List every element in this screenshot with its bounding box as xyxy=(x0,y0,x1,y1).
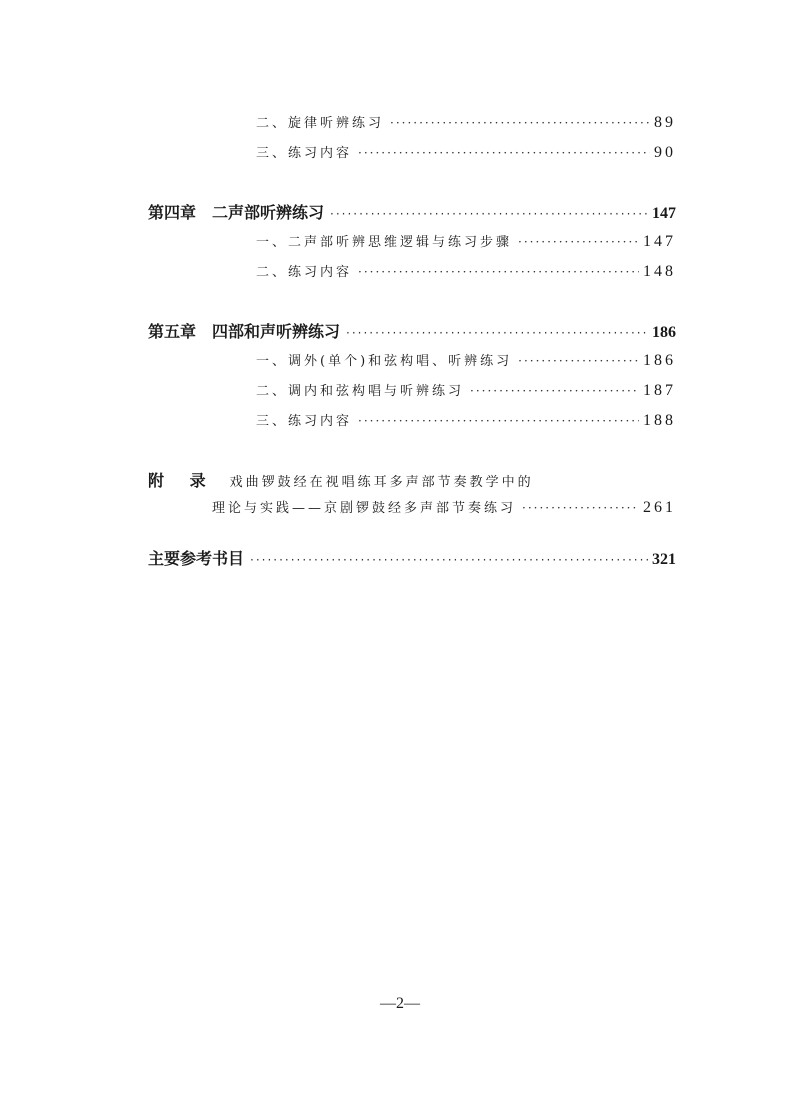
toc-entry-label: 一、调外(单个)和弦构唱、听辨练习 xyxy=(256,354,513,369)
toc-entry[interactable] xyxy=(256,350,676,374)
toc-entry-page: 89 xyxy=(654,114,676,131)
bibliography-page: 321 xyxy=(652,551,676,568)
dot-leader xyxy=(358,414,639,428)
appendix-page: 261 xyxy=(643,499,676,516)
toc-entry-page: 187 xyxy=(643,382,676,399)
toc-entry-label: 二、练习内容 xyxy=(256,265,353,280)
dot-leader xyxy=(358,146,650,160)
dot-leader xyxy=(390,116,650,130)
toc-entry-page: 148 xyxy=(643,263,676,280)
dot-leader xyxy=(518,354,639,368)
page-number-footer: —2— xyxy=(380,995,420,1012)
toc-entry[interactable] xyxy=(256,142,676,166)
toc-appendix-heading[interactable] xyxy=(148,468,534,491)
toc-entry-label: 三、练习内容 xyxy=(256,414,353,429)
toc-appendix-entry[interactable] xyxy=(212,497,676,517)
toc-entry-page: 147 xyxy=(643,233,676,250)
toc-entry-label: 二、旋律听辨练习 xyxy=(256,116,385,131)
toc-entry-label: 一、二声部听辨思维逻辑与练习步骤 xyxy=(256,235,513,250)
toc-entry-page: 90 xyxy=(654,144,676,161)
dot-leader xyxy=(346,326,648,340)
toc-entry[interactable] xyxy=(256,410,676,434)
chapter-page: 186 xyxy=(652,324,676,341)
dot-leader xyxy=(518,235,639,249)
toc-chapter-5[interactable] xyxy=(148,319,676,345)
appendix-mark: 附 录 xyxy=(148,471,216,490)
dot-leader xyxy=(330,207,648,221)
toc-entry[interactable] xyxy=(256,231,676,255)
appendix-title-line2: 理论与实践——京剧锣鼓经多声部节奏练习 xyxy=(212,501,517,516)
toc-entry-label: 二、调内和弦构唱与听辨练习 xyxy=(256,384,465,399)
toc-chapter-4[interactable] xyxy=(148,200,676,226)
toc-entry[interactable] xyxy=(256,112,676,136)
dot-leader xyxy=(250,553,648,567)
bibliography-title: 主要参考书目 xyxy=(148,549,245,568)
dot-leader xyxy=(470,384,639,398)
chapter-number: 第五章 xyxy=(148,322,197,341)
toc-entry-label: 三、练习内容 xyxy=(256,146,353,161)
toc-bibliography[interactable] xyxy=(148,546,676,572)
chapter-title: 四部和声听辨练习 xyxy=(212,322,341,341)
dot-leader xyxy=(358,265,639,279)
toc-entry-page: 186 xyxy=(643,352,676,369)
toc-entry-page: 188 xyxy=(643,412,676,429)
chapter-page: 147 xyxy=(652,205,676,222)
appendix-title-line1: 戏曲锣鼓经在视唱练耳多声部节奏教学中的 xyxy=(229,475,534,490)
chapter-title: 二声部听辨练习 xyxy=(212,203,325,222)
chapter-number: 第四章 xyxy=(148,203,197,222)
toc-entry[interactable] xyxy=(256,261,676,285)
toc-entry[interactable] xyxy=(256,380,676,404)
dot-leader xyxy=(522,501,639,515)
